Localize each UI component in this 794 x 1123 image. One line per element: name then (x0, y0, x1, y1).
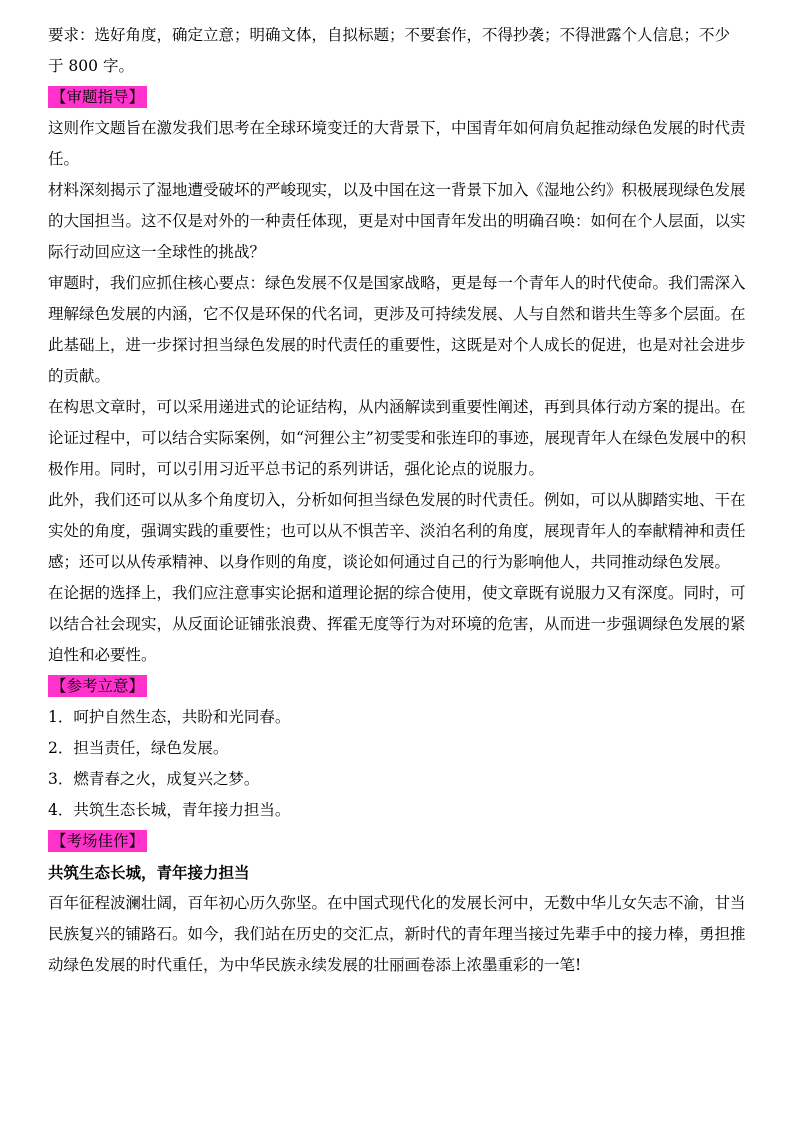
document-page (48, 20, 758, 981)
guide-paragraph: 在论据的选择上，我们应注意事实论据和道理论据的综合使用，使文章既有说服力又有深度。同时，可以结合社会现实，从反面论证铺张浪费、挥霍无度等行为对环境的危害，从而进一步强调绿色发展的紧迫性和必要性。 (48, 584, 746, 664)
guide-tag-wrap (48, 82, 758, 113)
ideas-tag-wrap (48, 671, 758, 702)
guide-paragraph: 材料深刻揭示了湿地遭受破坏的严峻现实，以及中国在这一背景下加入《湿地公约》积极展现绿色发展的大国担当。这不仅是对外的一种责任体现，更是对中国青年发出的明确召唤：如何在个人层面，以实际行动回应这一全球性的挑战？ (48, 181, 746, 261)
idea-item: 2．担当责任，绿色发展。 (48, 739, 229, 757)
guide-paragraph: 这则作文题旨在激发我们思考在全球环境变迁的大背景下，中国青年如何肩负起推动绿色发展的时代责任。 (48, 119, 746, 168)
guide-paragraph: 此外，我们还可以从多个角度切入，分析如何担当绿色发展的时代责任。例如，可以从脚踏实地、干在实处的角度，强调实践的重要性；也可以从不惧苦辛、淡泊名利的角度，展现青年人的奉献精神和责任感；还可以从传承精神、以身作则的角度，谈论如何通过自己的行为影响他人，共同推动绿色发展。 (48, 491, 746, 571)
idea-item: 4．共筑生态长城，青年接力担当。 (48, 801, 291, 819)
essay-section-tag: 【考场佳作】 (48, 830, 147, 852)
guide-section-tag: 【审题指导】 (48, 86, 147, 108)
idea-item: 3．燃青春之火，成复兴之梦。 (48, 770, 260, 788)
ideas-section-tag: 【参考立意】 (48, 675, 147, 697)
guide-paragraph: 审题时，我们应抓住核心要点：绿色发展不仅是国家战略，更是每一个青年人的时代使命。我们需深入理解绿色发展的内涵，它不仅是环保的代名词，更涉及可持续发展、人与自然和谐共生等多个层面。在此基础上，进一步探讨担当绿色发展的时代责任的重要性，这既是对个人成长的促进，也是对社会进步的贡献。 (48, 274, 746, 385)
essay-paragraph: 百年征程波澜壮阔，百年初心历久弥坚。在中国式现代化的发展长河中，无数中华儿女矢志不渝，甘当民族复兴的铺路石。如今，我们站在历史的交汇点，新时代的青年理当接过先辈手中的接力棒，勇担推动绿色发展的时代重任，为中华民族永续发展的壮丽画卷添上浓墨重彩的一笔! (48, 894, 746, 974)
requirement-line-2: 于 800 字。 (48, 57, 134, 75)
essay-title: 共筑生态长城，青年接力担当 (48, 863, 250, 882)
guide-paragraph: 在构思文章时，可以采用递进式的论证结构，从内涵解读到重要性阐述，再到具体行动方案的提出。在论证过程中，可以结合实际案例，如“河狸公主”初雯雯和张连印的事迹，展现青年人在绿色发展中的积极作用。同时，可以引用习近平总书记的系列讲话，强化论点的说服力。 (48, 398, 746, 478)
idea-item: 1．呵护自然生态，共盼和光同春。 (48, 708, 291, 726)
essay-tag-wrap (48, 826, 758, 857)
requirement-line-1: 要求：选好角度，确定立意；明确文体，自拟标题；不要套作，不得抄袭；不得泄露个人信息；不少 (48, 26, 731, 44)
